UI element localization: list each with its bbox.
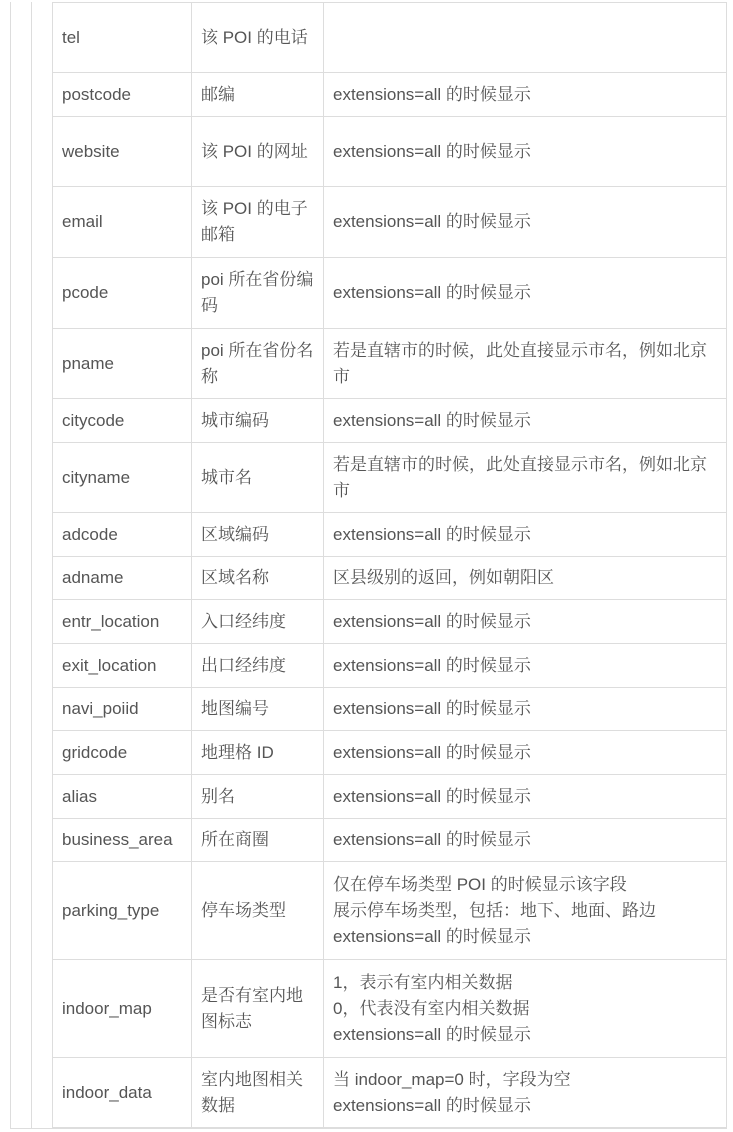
field-description-cell: 别名 xyxy=(192,775,324,819)
note-line: extensions=all 的时候显示 xyxy=(333,410,531,430)
table-row xyxy=(53,73,727,117)
table-row xyxy=(53,600,727,644)
field-name-cell: adname xyxy=(53,557,192,600)
field-description-cell: 是否有室内地图标志 xyxy=(192,960,324,1058)
field-name-cell: alias xyxy=(53,775,192,819)
table-row xyxy=(53,819,727,862)
poi-fields-table xyxy=(52,2,727,1128)
note-line: 若是直辖市的时候，此处直接显示市名，例如北京市 xyxy=(333,454,707,500)
field-name-cell: email xyxy=(53,187,192,258)
note-line: extensions=all 的时候显示 xyxy=(333,655,531,675)
field-notes-cell xyxy=(324,862,727,960)
table-row xyxy=(53,960,727,1058)
table-row xyxy=(53,329,727,399)
table-row xyxy=(53,258,727,329)
note-line: extensions=all 的时候显示 xyxy=(333,84,531,104)
table-row xyxy=(53,644,727,688)
table-row xyxy=(53,187,727,258)
field-description-cell: 区域名称 xyxy=(192,557,324,600)
field-description-cell: 室内地图相关数据 xyxy=(192,1058,324,1128)
field-description-cell: poi 所在省份名称 xyxy=(192,329,324,399)
note-line: 仅在停车场类型 POI 的时候显示该字段 xyxy=(333,874,627,894)
field-notes-cell xyxy=(324,399,727,443)
field-description-cell: 城市名 xyxy=(192,443,324,513)
note-line: 当 indoor_map=0 时，字段为空 xyxy=(333,1069,571,1089)
field-description-cell: 城市编码 xyxy=(192,399,324,443)
field-name-cell: parking_type xyxy=(53,862,192,960)
note-line: 区县级别的返回，例如朝阳区 xyxy=(333,568,554,587)
note-line: extensions=all 的时候显示 xyxy=(333,1024,531,1044)
table-row xyxy=(53,399,727,443)
field-notes-cell xyxy=(324,775,727,819)
field-name-cell: navi_poiid xyxy=(53,688,192,731)
table-row xyxy=(53,775,727,819)
field-description-cell: 邮编 xyxy=(192,73,324,117)
field-description-cell: 所在商圈 xyxy=(192,819,324,862)
field-notes-cell xyxy=(324,1058,727,1128)
note-line: extensions=all 的时候显示 xyxy=(333,1095,531,1115)
table-row xyxy=(53,513,727,557)
field-name-cell: cityname xyxy=(53,443,192,513)
field-description-cell: poi 所在省份编码 xyxy=(192,258,324,329)
note-line: extensions=all 的时候显示 xyxy=(333,524,531,544)
field-description-cell: 该 POI 的网址 xyxy=(192,117,324,187)
field-notes-cell xyxy=(324,688,727,731)
field-notes-cell xyxy=(324,3,727,73)
note-line: 展示停车场类型，包括：地下、地面、路边 xyxy=(333,900,656,920)
table-row xyxy=(53,3,727,73)
nested-table-border xyxy=(31,2,32,1129)
note-line: extensions=all 的时候显示 xyxy=(333,283,531,302)
field-description-cell: 该 POI 的电子邮箱 xyxy=(192,187,324,258)
table-row xyxy=(53,557,727,600)
field-name-cell: business_area xyxy=(53,819,192,862)
field-name-cell: indoor_data xyxy=(53,1058,192,1128)
table-row xyxy=(53,688,727,731)
field-name-cell: pname xyxy=(53,329,192,399)
note-line: extensions=all 的时候显示 xyxy=(333,699,531,718)
field-description-cell: 停车场类型 xyxy=(192,862,324,960)
field-notes-cell xyxy=(324,73,727,117)
note-line: 1，表示有室内相关数据 xyxy=(333,972,513,992)
note-line: extensions=all 的时候显示 xyxy=(333,926,531,946)
field-notes-cell xyxy=(324,258,727,329)
table-row xyxy=(53,117,727,187)
field-notes-cell xyxy=(324,960,727,1058)
field-name-cell: indoor_map xyxy=(53,960,192,1058)
field-notes-cell xyxy=(324,644,727,688)
note-line: 0，代表没有室内相关数据 xyxy=(333,998,530,1018)
field-notes-cell xyxy=(324,117,727,187)
field-notes-cell xyxy=(324,443,727,513)
field-notes-cell xyxy=(324,731,727,775)
field-description-cell: 地理格 ID xyxy=(192,731,324,775)
field-name-cell: pcode xyxy=(53,258,192,329)
table-row xyxy=(53,443,727,513)
field-notes-cell xyxy=(324,819,727,862)
table-row xyxy=(53,731,727,775)
field-notes-cell xyxy=(324,513,727,557)
field-description-cell: 该 POI 的电话 xyxy=(192,3,324,73)
field-name-cell: postcode xyxy=(53,73,192,117)
field-name-cell: citycode xyxy=(53,399,192,443)
note-line: extensions=all 的时候显示 xyxy=(333,611,531,631)
field-name-cell: gridcode xyxy=(53,731,192,775)
field-description-cell: 出口经纬度 xyxy=(192,644,324,688)
field-description-cell: 入口经纬度 xyxy=(192,600,324,644)
field-name-cell: website xyxy=(53,117,192,187)
field-name-cell: tel xyxy=(53,3,192,73)
field-notes-cell xyxy=(324,329,727,399)
note-line: extensions=all 的时候显示 xyxy=(333,786,531,806)
table-row xyxy=(53,1058,727,1128)
note-line: extensions=all 的时候显示 xyxy=(333,212,531,231)
field-description-cell: 地图编号 xyxy=(192,688,324,731)
table-row xyxy=(53,862,727,960)
note-line: extensions=all 的时候显示 xyxy=(333,141,531,161)
note-line: extensions=all 的时候显示 xyxy=(333,830,531,849)
field-name-cell: entr_location xyxy=(53,600,192,644)
field-notes-cell xyxy=(324,600,727,644)
field-name-cell: exit_location xyxy=(53,644,192,688)
field-name-cell: adcode xyxy=(53,513,192,557)
field-description-cell: 区域编码 xyxy=(192,513,324,557)
field-notes-cell xyxy=(324,557,727,600)
field-notes-cell xyxy=(324,187,727,258)
note-line: extensions=all 的时候显示 xyxy=(333,742,531,762)
note-line: 若是直辖市的时候，此处直接显示市名，例如北京市 xyxy=(333,340,707,386)
